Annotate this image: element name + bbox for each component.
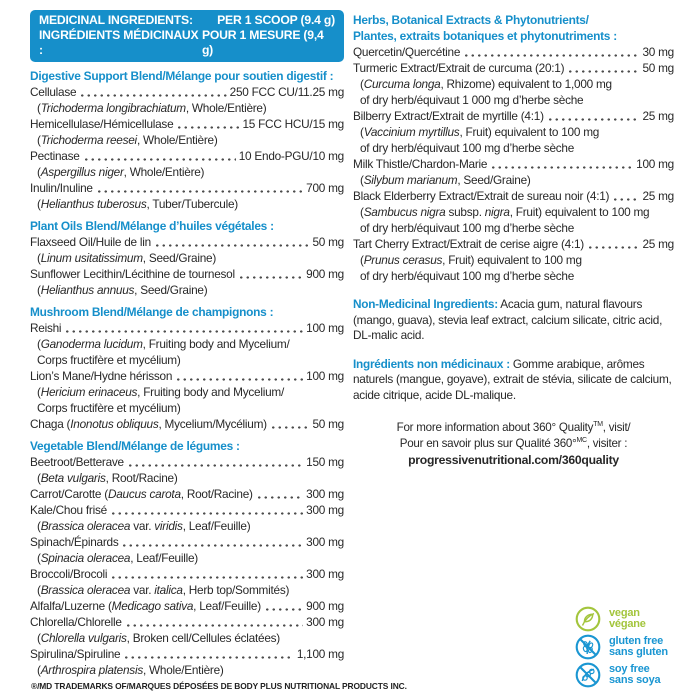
ingredient-row <box>30 320 344 336</box>
badge-line-en: vegan <box>609 606 640 619</box>
text-fragment: , Root/Racine) <box>180 487 253 501</box>
text-fragment: of dry herb/équivaut 100 mg d’herbe sèche <box>360 269 575 283</box>
ingredient-row <box>353 172 674 188</box>
header-title-fr: INGRÉDIENTS MÉDICINAUX : <box>39 28 199 57</box>
non-medicinal-en-label: Non-Medicinal Ingredients: <box>353 297 498 311</box>
header-serving-en: PER 1 SCOOP (9.4 g) <box>217 13 335 27</box>
ingredient-row <box>30 518 344 534</box>
text-fragment: , Whole/Entière) <box>123 165 205 179</box>
ingredient-name <box>30 566 107 582</box>
text-fragment: Sunflower Lecithin/Lécithine de tournesol <box>30 267 235 281</box>
text-fragment: Cellulase <box>30 85 77 99</box>
ingredient-row <box>30 400 344 416</box>
text-fragment: MC <box>576 437 587 445</box>
text-fragment: Pour en savoir plus sur Qualité 360° <box>399 437 577 450</box>
ingredient-amount: 25 mg <box>642 189 674 203</box>
dot-leader <box>490 156 633 172</box>
dot-leader <box>154 234 310 250</box>
ingredient-name <box>30 502 107 518</box>
latin-name: Silybum marianum <box>363 173 458 187</box>
badge-vegan <box>574 605 668 633</box>
ingredient-amount: 15 FCC HCU/15 mg <box>242 117 344 131</box>
ingredient-rows <box>30 84 344 212</box>
herbs-panel <box>353 12 674 468</box>
text-fragment: Spinach/Épinards <box>30 535 119 549</box>
ingredient-row <box>30 196 344 212</box>
latin-name: Prunus cerasus <box>363 253 443 267</box>
ingredient-row <box>30 116 344 132</box>
ingredient-name <box>37 336 290 352</box>
badge-label <box>609 636 668 659</box>
text-fragment: , Broken cell/Cellules éclatées) <box>126 631 280 645</box>
dot-leader <box>270 416 310 432</box>
non-medicinal-fr-text: Gomme arabique, arômes naturels (mangue, goyave), extrait de stévia, silicate de calcium, acide citrique, acide DL-malique. <box>353 356 672 402</box>
quality-info-line-en <box>353 420 674 436</box>
latin-name: Trichoderma reesei <box>40 133 137 147</box>
header-title-en: MEDICINAL INGREDIENTS: <box>39 13 193 27</box>
dot-leader <box>264 598 303 614</box>
text-fragment: Beetroot/Betterave <box>30 455 124 469</box>
badge-line-fr: végane <box>609 618 646 630</box>
section-heading: Digestive Support Blend/Mélange pour soutien digestif : <box>30 69 334 83</box>
trademark-footnote: ®/MD TRADEMARKS OF/MARQUES DÉPOSÉES DE BODY PLUS NUTRITIONAL PRODUCTS INC. <box>31 681 407 691</box>
text-fragment: ( <box>360 253 364 267</box>
latin-name: Brassica oleracea <box>40 519 131 533</box>
dot-leader <box>96 180 303 196</box>
ingredient-name <box>30 416 267 432</box>
ingredient-name <box>37 282 207 298</box>
ingredient-row <box>353 268 674 284</box>
text-fragment: , visiter : <box>586 437 628 450</box>
latin-name: Medicago sativa <box>111 599 194 613</box>
ingredient-rows <box>30 454 344 678</box>
ingredient-name <box>30 614 122 630</box>
text-fragment: Hemicellulase/Hémicellulase <box>30 117 174 131</box>
soy-free-icon <box>574 661 602 689</box>
latin-name: Sambucus nigra <box>363 205 446 219</box>
ingredient-amount: 50 mg <box>642 61 674 75</box>
ingredient-amount: 30 mg <box>642 45 674 59</box>
dot-leader <box>587 236 639 252</box>
section-vegetable-blend <box>30 438 344 678</box>
ingredient-name <box>37 630 280 646</box>
latin-name: Spinacia oleracea <box>40 551 131 565</box>
ingredient-row <box>353 252 674 268</box>
text-fragment: , Fruiting body and Mycelium/ <box>137 385 284 399</box>
ingredient-name <box>37 400 181 416</box>
quality-info-url: progressivenutritional.com/360quality <box>408 453 619 467</box>
ingredient-name <box>30 486 253 502</box>
ingredient-row <box>353 92 674 108</box>
text-fragment: of dry herb/équivaut 100 mg d’herbe sèche <box>360 141 575 155</box>
ingredient-amount: 50 mg <box>312 417 344 431</box>
text-fragment: Kale/Chou frisé <box>30 503 107 517</box>
text-fragment: Lion’s Mane/Hydne hérisson <box>30 369 173 383</box>
latin-name: Beta vulgaris <box>40 471 106 485</box>
ingredient-row <box>30 234 344 250</box>
text-fragment: TM <box>593 421 603 429</box>
latin-name: Vaccinium myrtillus <box>363 125 460 139</box>
ingredient-amount: 25 mg <box>642 109 674 123</box>
vegan-icon <box>574 605 602 633</box>
ingredient-name <box>37 352 181 368</box>
ingredient-rows <box>30 234 344 298</box>
text-fragment: Milk Thistle/Chardon-Marie <box>353 157 488 171</box>
dot-leader <box>256 486 303 502</box>
ingredient-name <box>360 204 649 220</box>
ingredient-name <box>30 148 80 164</box>
latin-name: Ganoderma lucidum <box>40 337 143 351</box>
ingredient-row <box>30 384 344 400</box>
ingredient-row <box>353 236 674 252</box>
ingredient-amount: 700 mg <box>306 181 344 195</box>
ingredient-name <box>353 188 609 204</box>
ingredient-row <box>30 164 344 180</box>
text-fragment: Broccoli/Brocoli <box>30 567 108 581</box>
text-fragment: ( <box>37 583 41 597</box>
ingredient-row <box>30 352 344 368</box>
ingredient-row <box>30 84 344 100</box>
ingredient-row <box>30 100 344 116</box>
ingredient-name <box>30 234 151 250</box>
text-fragment: Corps fructifère et mycélium) <box>37 353 181 367</box>
ingredient-name <box>353 156 487 172</box>
ingredient-row <box>353 44 674 60</box>
ingredient-row <box>30 566 344 582</box>
ingredient-amount: 10 Endo-PGU/10 mg <box>238 149 344 163</box>
ingredient-row <box>30 582 344 598</box>
dot-leader <box>175 368 303 384</box>
text-fragment: , Fruit) equivalent to 100 mg <box>509 205 650 219</box>
ingredient-row <box>30 502 344 518</box>
text-fragment: ( <box>37 337 41 351</box>
text-fragment: ( <box>37 165 41 179</box>
text-fragment: , Whole/Entière) <box>136 133 218 147</box>
ingredient-name <box>360 140 574 156</box>
section-digestive-support <box>30 68 344 212</box>
text-fragment: , Seed/Graine) <box>142 251 217 265</box>
ingredient-row <box>30 336 344 352</box>
herbs-heading-fr: Plantes, extraits botaniques et phytonutriments : <box>353 29 617 43</box>
ingredient-name <box>37 550 198 566</box>
text-fragment: Reishi <box>30 321 62 335</box>
ingredient-row <box>353 204 674 220</box>
ingredient-name <box>360 268 574 284</box>
text-fragment: ( <box>37 133 41 147</box>
ingredient-row <box>30 486 344 502</box>
ingredient-row <box>353 76 674 92</box>
ingredient-name <box>360 220 574 236</box>
ingredient-rows <box>30 320 344 432</box>
text-fragment: , Herb top/Sommités) <box>182 583 290 597</box>
text-fragment: ( <box>37 471 41 485</box>
ingredient-name <box>37 164 204 180</box>
gluten-free-icon <box>574 633 602 661</box>
text-fragment: ( <box>37 197 41 211</box>
ingredient-row <box>30 662 344 678</box>
dot-leader <box>567 60 639 76</box>
latin-name: Helianthus tuberosus <box>40 197 147 211</box>
dot-leader <box>547 108 640 124</box>
ingredient-name <box>30 646 120 662</box>
ingredient-name <box>37 250 216 266</box>
non-medicinal-en <box>353 297 674 344</box>
text-fragment: , Root/Racine) <box>105 471 178 485</box>
header-row-en <box>39 13 335 28</box>
ingredient-row <box>30 598 344 614</box>
badge-gluten-free <box>574 633 668 661</box>
ingredient-row <box>30 282 344 298</box>
dot-leader <box>110 566 303 582</box>
ingredient-name <box>37 132 218 148</box>
text-fragment: , Leaf/Feuille) <box>182 519 251 533</box>
dot-leader <box>125 614 304 630</box>
dot-leader <box>176 116 239 132</box>
ingredient-amount: 100 mg <box>636 157 674 171</box>
dot-leader <box>127 454 303 470</box>
text-fragment: , Fruit) equivalent to 100 mg <box>459 125 600 139</box>
header-row-fr <box>39 28 335 58</box>
ingredient-row <box>30 368 344 384</box>
ingredient-amount: 250 FCC CU/11.25 mg <box>229 85 344 99</box>
latin-name: viridis <box>154 519 183 533</box>
text-fragment: of dry herb/équivaut 100 mg d’herbe sèche <box>360 221 575 235</box>
text-fragment: , Mycelium/Mycélium) <box>158 417 267 431</box>
ingredient-name <box>360 124 599 140</box>
ingredient-name <box>37 196 238 212</box>
ingredient-amount: 100 mg <box>306 369 344 383</box>
text-fragment: ( <box>37 101 41 115</box>
text-fragment: Flaxseed Oil/Huile de lin <box>30 235 151 249</box>
text-fragment: For more information about 360° Quality <box>396 421 594 434</box>
ingredient-row <box>30 148 344 164</box>
ingredient-amount: 150 mg <box>306 455 344 469</box>
text-fragment: Turmeric Extract/Extrait de curcuma (20:1) <box>353 61 565 75</box>
dot-leader <box>123 646 293 662</box>
ingredient-amount: 300 mg <box>306 615 344 629</box>
badge-soy-free <box>574 661 668 689</box>
ingredient-row <box>30 614 344 630</box>
text-fragment: , Leaf/Feuille) <box>193 599 261 613</box>
text-fragment: ( <box>37 251 41 265</box>
text-fragment: , Fruit) equivalent to 100 mg <box>442 253 582 267</box>
ingredient-row <box>353 108 674 124</box>
text-fragment: Black Elderberry Extract/Extrait de sureau noir (4:1) <box>353 189 610 203</box>
latin-name: Inonotus obliquus <box>70 417 159 431</box>
badge-line-en: gluten free <box>609 634 664 647</box>
text-fragment: ( <box>37 663 41 677</box>
badge-label <box>609 664 660 687</box>
text-fragment: Alfalfa/Luzerne ( <box>30 599 112 613</box>
badge-label <box>609 608 646 631</box>
text-fragment: Carrot/Carotte ( <box>30 487 108 501</box>
ingredient-rows <box>353 44 674 284</box>
ingredient-amount: 25 mg <box>642 237 674 251</box>
ingredient-name <box>37 470 178 486</box>
latin-name: Daucus carota <box>107 487 181 501</box>
ingredient-name <box>30 454 124 470</box>
text-fragment: var. <box>130 519 155 533</box>
text-fragment: Tart Cherry Extract/Extrait de cerise aigre (4:1) <box>353 237 584 251</box>
ingredient-name <box>30 116 173 132</box>
text-fragment: ( <box>37 385 41 399</box>
ingredient-row <box>30 534 344 550</box>
quality-info-block <box>353 420 674 468</box>
latin-name: Helianthus annuus <box>40 283 135 297</box>
latin-name: Aspergillus niger <box>40 165 124 179</box>
text-fragment: var. <box>130 583 155 597</box>
ingredient-row <box>30 180 344 196</box>
ingredient-row <box>30 416 344 432</box>
ingredient-name <box>30 84 76 100</box>
dot-leader <box>64 320 303 336</box>
section-heading: Vegetable Blend/Mélange de légumes : <box>30 439 240 453</box>
ingredient-row <box>30 646 344 662</box>
ingredient-amount: 300 mg <box>306 535 344 549</box>
ingredient-row <box>353 188 674 204</box>
text-fragment: Chlorella/Chlorelle <box>30 615 122 629</box>
ingredient-name <box>353 60 564 76</box>
text-fragment: Pectinase <box>30 149 80 163</box>
non-medicinal-fr <box>353 357 674 404</box>
latin-name: Curcuma longa <box>363 77 441 91</box>
ingredient-amount: 900 mg <box>306 599 344 613</box>
ingredient-name <box>30 180 93 196</box>
text-fragment: , Tuber/Tubercule) <box>146 197 238 211</box>
text-fragment: , Seed/Graine) <box>457 173 531 187</box>
non-medicinal-fr-label: Ingrédients non médicinaux : <box>353 356 510 371</box>
section-plant-oils <box>30 218 344 298</box>
ingredient-name <box>37 662 224 678</box>
text-fragment: of dry herb/équivaut 1 000 mg d’herbe sèche <box>360 93 584 107</box>
ingredient-name <box>37 384 284 400</box>
dot-leader <box>110 502 303 518</box>
ingredient-row <box>353 140 674 156</box>
dot-leader <box>463 44 639 60</box>
ingredient-amount: 50 mg <box>312 235 344 249</box>
latin-name: Hericium erinaceus <box>40 385 138 399</box>
ingredient-name <box>353 108 544 124</box>
ingredient-amount: 100 mg <box>306 321 344 335</box>
text-fragment: ( <box>360 205 364 219</box>
herbs-heading-en: Herbs, Botanical Extracts & Phytonutrients/ <box>353 13 589 27</box>
text-fragment: subsp. <box>445 205 485 219</box>
dot-leader <box>79 84 226 100</box>
ingredient-name <box>30 266 235 282</box>
ingredient-row <box>30 550 344 566</box>
ingredient-name <box>353 236 584 252</box>
latin-name: italica <box>154 583 183 597</box>
diet-badges <box>574 605 668 689</box>
text-fragment: , visit/ <box>602 421 631 434</box>
latin-name: Chlorella vulgaris <box>40 631 127 645</box>
ingredient-row <box>30 266 344 282</box>
text-fragment: ( <box>37 283 41 297</box>
ingredient-name <box>360 92 583 108</box>
ingredient-amount: 300 mg <box>306 487 344 501</box>
text-fragment: , Whole/Entière) <box>142 663 224 677</box>
ingredient-name <box>360 252 582 268</box>
ingredient-row <box>353 156 674 172</box>
text-fragment: ( <box>360 125 364 139</box>
text-fragment: Spirulina/Spiruline <box>30 647 121 661</box>
text-fragment: Corps fructifère et mycélium) <box>37 401 181 415</box>
latin-name: Trichoderma longibrachiatum <box>40 101 186 115</box>
text-fragment: ( <box>360 77 364 91</box>
ingredient-name <box>30 368 172 384</box>
dot-leader <box>612 188 639 204</box>
dot-leader <box>238 266 303 282</box>
ingredient-name <box>37 582 289 598</box>
latin-name: Arthrospira platensis <box>40 663 143 677</box>
ingredient-row <box>353 60 674 76</box>
ingredient-row <box>30 470 344 486</box>
badge-line-fr: sans gluten <box>609 646 668 658</box>
ingredient-name <box>353 44 460 60</box>
text-fragment: Inulin/Inuline <box>30 181 93 195</box>
badge-line-fr: sans soya <box>609 674 661 686</box>
text-fragment: Bilberry Extract/Extrait de myrtille (4:1) <box>353 109 544 123</box>
ingredient-name <box>37 100 266 116</box>
latin-name: nigra <box>484 205 510 219</box>
badge-line-en: soy free <box>609 662 650 675</box>
ingredient-name <box>360 172 531 188</box>
ingredient-name <box>30 320 61 336</box>
text-fragment: , Fruiting body and Mycelium/ <box>142 337 290 351</box>
ingredient-name <box>360 76 612 92</box>
ingredient-amount: 1,100 mg <box>296 647 344 661</box>
text-fragment: ( <box>37 631 41 645</box>
medicinal-ingredients-panel <box>30 10 344 678</box>
header-serving-fr: POUR 1 MESURE (9,4 g) <box>201 28 324 57</box>
ingredient-amount: 300 mg <box>306 503 344 517</box>
text-fragment: Quercetin/Quercétine <box>353 45 461 59</box>
dot-leader <box>121 534 303 550</box>
text-fragment: ( <box>37 551 41 565</box>
section-heading: Plant Oils Blend/Mélange d’huiles végétales : <box>30 219 274 233</box>
text-fragment: , Whole/Entière) <box>185 101 267 115</box>
non-medicinal-en-text: Acacia gum, natural flavours (mango, guava), stevia leaf extract, calcium silicate, citric acid, DL-malic acid. <box>353 297 663 342</box>
quality-info-line-fr <box>353 436 674 452</box>
ingredient-row <box>30 630 344 646</box>
ingredient-row <box>353 124 674 140</box>
ingredient-row <box>30 132 344 148</box>
ingredient-name <box>30 598 261 614</box>
ingredient-row <box>353 220 674 236</box>
ingredient-name <box>30 534 118 550</box>
latin-name: Brassica oleracea <box>40 583 131 597</box>
latin-name: Linum usitatissimum <box>40 251 143 265</box>
text-fragment: ( <box>37 519 41 533</box>
ingredient-amount: 900 mg <box>306 267 344 281</box>
text-fragment: , Seed/Graine) <box>134 283 208 297</box>
text-fragment: , Leaf/Feuille) <box>130 551 198 565</box>
section-heading: Mushroom Blend/Mélange de champignons : <box>30 305 274 319</box>
section-mushroom-blend <box>30 304 344 432</box>
ingredient-amount: 300 mg <box>306 567 344 581</box>
medicinal-header-box <box>30 10 344 62</box>
ingredient-name <box>37 518 250 534</box>
dot-leader <box>83 148 236 164</box>
text-fragment: , Rhizome) equivalent to 1,000 mg <box>440 77 612 91</box>
ingredient-row <box>30 454 344 470</box>
text-fragment: Chaga ( <box>30 417 71 431</box>
text-fragment: ( <box>360 173 364 187</box>
ingredient-row <box>30 250 344 266</box>
